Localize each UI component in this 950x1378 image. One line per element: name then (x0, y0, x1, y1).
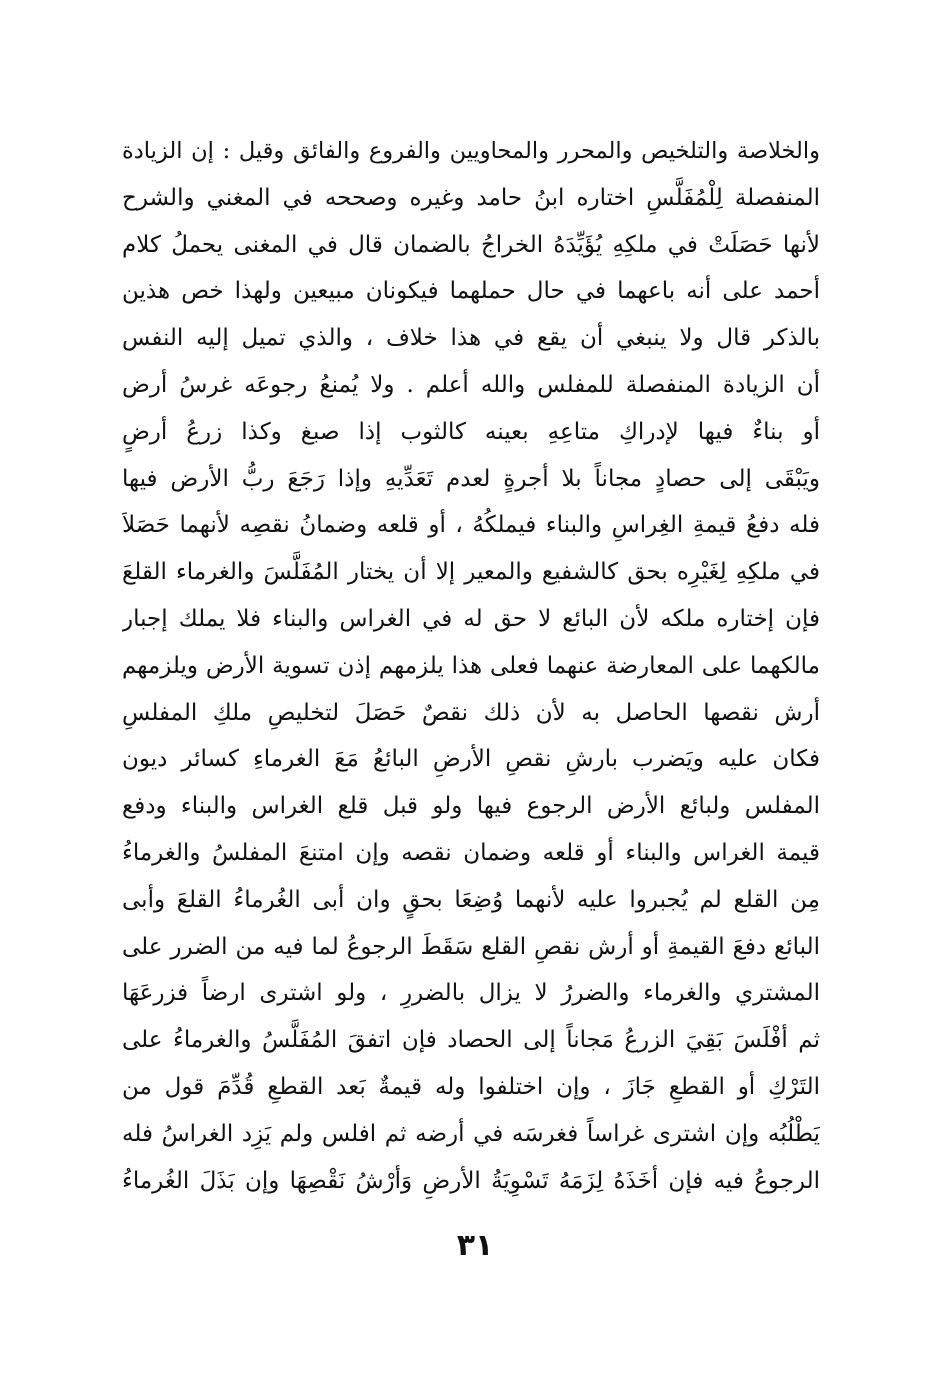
text-line: ثم أفْلَسَ بَقِيَ الزرعُ مَجاناً إلى الحصاد فإن اتفقَ المُفَلَّسُ والغرماءُ على (122, 1027, 820, 1054)
text-line: البائع دفعَ القيمةِ أو أرش نقصِ القلع سَقَطَ الرجوعُ لما فيه من الضرر على (122, 933, 820, 960)
text-line: التَرْكِ أو القطعِ جَازَ ، وإن اختلفوا وله قيمةٌ بَعد القطعِ قُدِّمَ قول من (122, 1073, 820, 1100)
text-line: يَطْلُبُه وإن اشترى غراساً فغرسَه في أرضه ثم افلس ولم يَزِد الغراسُ فله (122, 1120, 820, 1147)
text-line: أرش نقصها الحاصل به لأن ذلك نقصٌ حَصَلَ لتخليصِ ملكِ المفلسِ (122, 699, 820, 726)
text-line: أو بناءٌ فيها لإدراكِ متاعِهِ بعينه كالثوب إذا صبغ وكذا زرعُ أرضٍ (122, 418, 820, 445)
text-line: فإن إختاره ملكه لأن البائع لا حق له في الغراس والبناء فلا يملك إجبار (122, 605, 820, 632)
text-line: فله دفعُ قيمةِ الغِراسِ والبناء فيملكُهُ ، أو قلعه وضمانُ نقصِه لأنهما حَصَلاَ (122, 512, 820, 539)
text-line: أن الزيادة المنفصلة للمفلس والله أعلم . ولا يُمنعُ رجوعَه غرسُ أرض (122, 371, 820, 398)
body-text (122, 128, 820, 1204)
text-line: في ملكِهِ لِغَيْرِه بحق كالشفيع والمعير إلا أن يختار المُفَلَّسَ والغرماء القلعَ (122, 559, 820, 586)
text-line: المفلس ولبائع الأرض الرجوع فيها ولو قبل قلع الغراس والبناء ودفع (122, 793, 820, 820)
text-line: مِن القلع لم يُجبروا عليه لأنهما وُضِعَا بحقٍ وان أبى الغُرماءُ القلعَ وأبى (122, 886, 820, 913)
text-line: المشتري والغرماء والضررُ لا يزال بالضررِ ، ولو اشترى ارضاً فزرعَهَا (122, 980, 820, 1007)
page-number: ٣١ (456, 1228, 494, 1263)
text-line: لأنها حَصَلَتْ في ملكِهِ يُؤَيِّدَهُ الخراجُ بالضمان قال في المغنى يحملُ كلام (122, 231, 820, 258)
text-line: بالذكر قال ولا ينبغي أن يقع في هذا خلاف ، والذي تميل إليه النفس (122, 325, 820, 352)
text-line: الرجوعُ فيه فإن أخَذَهُ لِزَمَهُ تَسْوِيَةُ الأرضِ وَأرْشُ نَقْصِهَا وإن بَذَلَ الغُرماءُ (122, 1167, 820, 1194)
text-line: مالكهما على المعارضة عنهما فعلى هذا يلزمهم إذن تسوية الأرض ويلزمهم (122, 652, 820, 679)
text-line: المنفصلة لِلْمُفَلَّسِ اختاره ابنُ حامد وغيره وصححه في المغني والشرح (122, 184, 820, 211)
text-line: قيمة الغراس والبناء أو قلعه وضمان نقصه وإن امتنعَ المفلسُ والغرماءُ (122, 839, 820, 866)
text-line: أحمد على أنه باعهما في حال حملهما فيكونان مبيعين ولهذا خص هذين (122, 278, 820, 305)
text-line: ويَبْقَى إلى حصادٍ مجاناً بلا أجرةٍ لعدم تَعَدِّيهِ وإذا رَجَعَ ربُّ الأرض فيها (122, 465, 820, 492)
text-line: والخلاصة والتلخيص والمحرر والمحاويين والفروع والفائق وقيل : إن الزيادة (122, 138, 820, 164)
text-line: فكان عليه ويَضرب بارشِ نقصِ الأرضِ البائعُ مَعَ الغرماءِ كسائر ديون (122, 746, 820, 773)
